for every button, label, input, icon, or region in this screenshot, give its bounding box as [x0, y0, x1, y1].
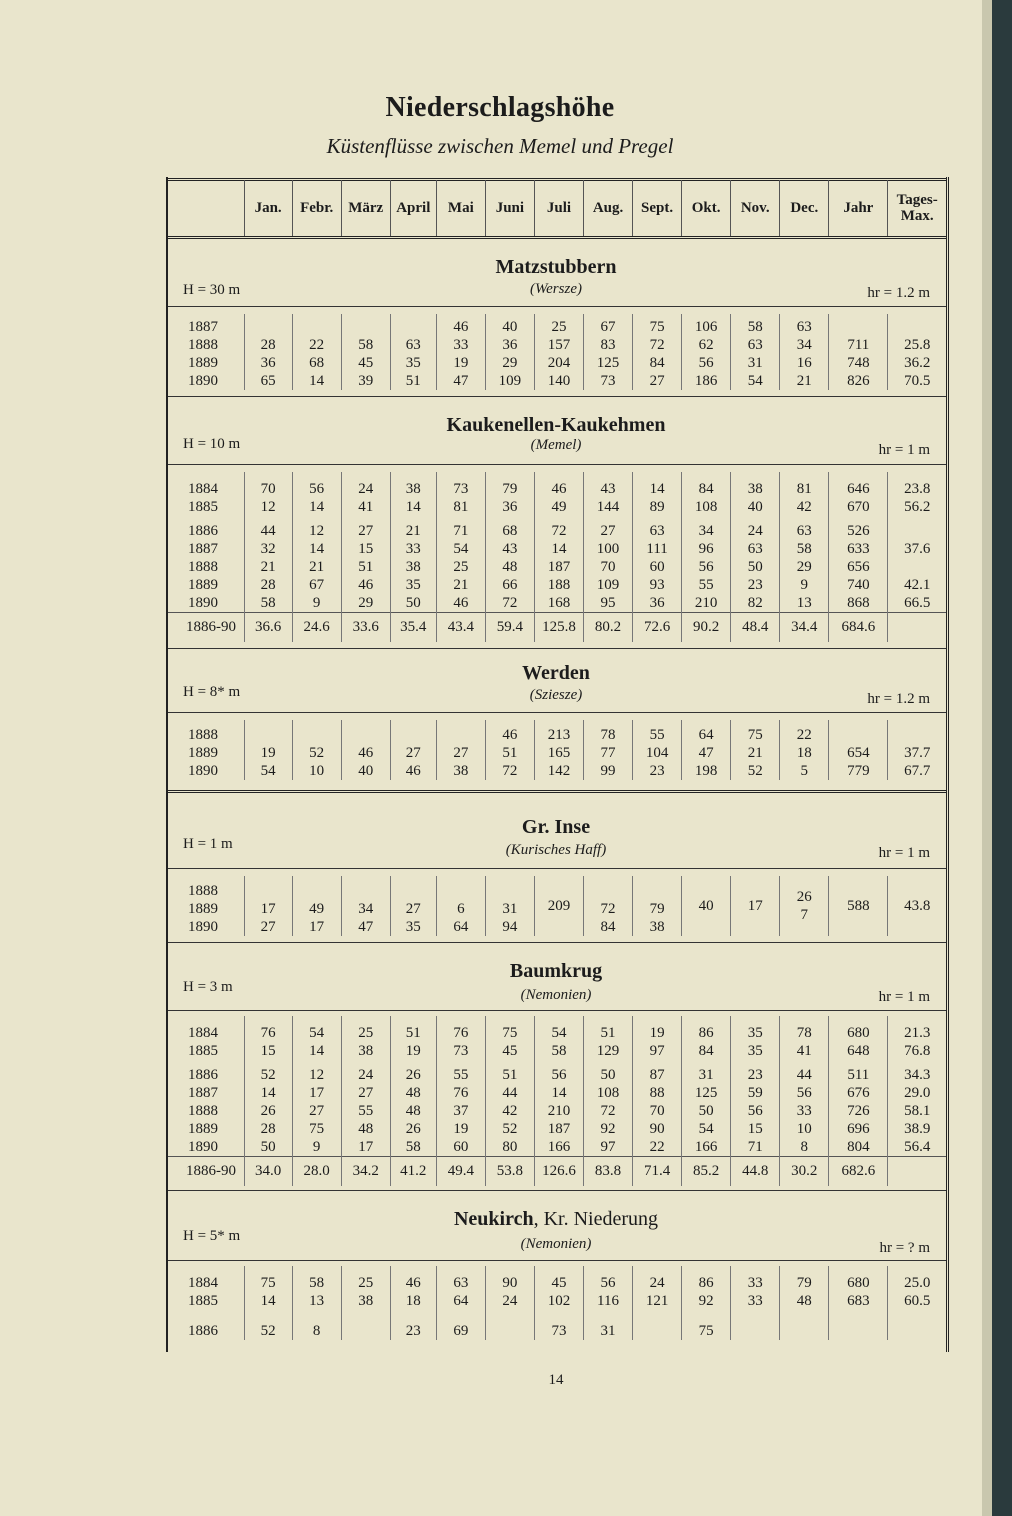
value-cell: 90 24 — [485, 1266, 534, 1310]
value-cell: 19 54 — [244, 720, 292, 780]
mean-label-cell: 1886-90 — [168, 612, 244, 642]
value-cell: 27 35 — [390, 876, 436, 936]
value-cell: 14 89 — [633, 472, 682, 516]
station-table — [168, 876, 946, 936]
value-cell: 40 — [682, 876, 731, 936]
header-cell-station — [168, 180, 244, 236]
year-cell: 1884 1885 — [188, 481, 218, 515]
value-cell: 76 15 — [244, 1016, 292, 1060]
value-cell: 55 76 37 19 60 — [436, 1060, 485, 1156]
mean-cell: 80.2 — [584, 612, 633, 642]
value-cell: 52 14 26 28 50 — [244, 1060, 292, 1156]
value-cell: 27 15 51 46 29 — [341, 516, 390, 612]
value-cell: 75 — [682, 1310, 731, 1340]
daily-max-cell — [888, 1310, 946, 1340]
mean-cell: 36.6 — [244, 612, 292, 642]
value-cell: 24 121 — [633, 1266, 682, 1310]
mean-cell: 85.2 — [682, 1156, 731, 1186]
value-cell: 49 17 — [292, 876, 341, 936]
value-cell: 75 14 — [244, 1266, 292, 1310]
mean-cell: 72.6 — [633, 612, 682, 642]
value-cell: 70 12 — [244, 472, 292, 516]
year-total-cell: 511 676 726 696 804 — [829, 1060, 888, 1156]
value-cell: 24 63 50 23 82 — [731, 516, 780, 612]
mean-cell: 682.6 — [829, 1156, 888, 1186]
value-cell: 27 38 — [436, 720, 485, 780]
value-cell: 43 144 — [584, 472, 633, 516]
daily-max-cell: 43.8 — [888, 876, 946, 936]
value-cell: 25 38 — [341, 1016, 390, 1060]
mean-cell: 30.2 — [780, 1156, 829, 1186]
section-rule — [168, 1260, 946, 1261]
station-name-main: Neukirch — [453, 1208, 534, 1230]
mean-cell — [888, 612, 946, 642]
value-cell — [633, 1310, 682, 1340]
value-cell: 46 51 72 — [485, 720, 534, 780]
value-cell: 34 47 — [341, 876, 390, 936]
value-cell: 35 35 — [731, 1016, 780, 1060]
header-cell-jun: Juni — [485, 180, 534, 236]
year-cell: 1886 — [188, 1323, 218, 1339]
value-cell: 31 125 50 54 166 — [682, 1060, 731, 1156]
station-gauge-height: hr = 1.2 m — [867, 285, 930, 301]
year-cell: 1888 1889 1890 — [188, 883, 218, 935]
mean-cell: 34.0 — [244, 1156, 292, 1186]
value-cell: 28 36 65 — [244, 314, 292, 390]
header-cell-feb: Febr. — [292, 180, 341, 236]
value-cell: 27 46 — [390, 720, 436, 780]
station-table — [168, 314, 946, 390]
mean-cell: 126.6 — [534, 1156, 583, 1186]
station-table — [168, 720, 946, 780]
value-cell: 63 35 51 — [390, 314, 436, 390]
value-cell: 73 81 — [436, 472, 485, 516]
table-row — [168, 516, 946, 612]
value-cell: 46 33 19 47 — [436, 314, 485, 390]
value-cell: 17 — [731, 876, 780, 936]
mean-cell: 34.2 — [341, 1156, 390, 1186]
value-cell: 8 — [292, 1310, 341, 1340]
header-cell-mar: März — [341, 180, 390, 236]
station-table — [168, 472, 946, 642]
value-cell: 22 68 14 — [292, 314, 341, 390]
value-cell: 68 43 48 66 72 — [485, 516, 534, 612]
value-cell: 22 18 5 — [780, 720, 829, 780]
station-gauge-height: hr = 1 m — [878, 845, 930, 861]
year-total-cell — [829, 1310, 888, 1340]
mean-cell: 59.4 — [485, 612, 534, 642]
value-cell: 75 72 84 27 — [633, 314, 682, 390]
value-cell: 52 — [244, 1310, 292, 1340]
table-row — [168, 876, 946, 936]
mean-row — [168, 1156, 946, 1186]
value-cell: 79 48 — [780, 1266, 829, 1310]
station-elevation: H = 3 m — [183, 979, 233, 995]
header-cell-dec: Dec. — [780, 180, 829, 236]
year-total-cell: 588 — [829, 876, 888, 936]
value-cell: 46 18 — [390, 1266, 436, 1310]
mean-row — [168, 612, 946, 642]
table-row — [168, 1310, 946, 1340]
value-cell: 54 14 — [292, 1016, 341, 1060]
value-cell: 86 92 — [682, 1266, 731, 1310]
station-table — [168, 1016, 946, 1186]
value-cell: 31 — [584, 1310, 633, 1340]
value-cell — [485, 1310, 534, 1340]
table-row — [168, 472, 946, 516]
section-rule — [168, 790, 946, 793]
page-number: 14 — [548, 1372, 564, 1388]
value-cell: 31 94 — [485, 876, 534, 936]
column-header — [168, 180, 946, 236]
header-cell-nov: Nov. — [731, 180, 780, 236]
value-cell: 72 14 187 188 168 — [534, 516, 583, 612]
mean-cell: 53.8 — [485, 1156, 534, 1186]
value-cell: 58 13 — [292, 1266, 341, 1310]
mean-cell: 43.4 — [436, 612, 485, 642]
value-cell: 27 100 70 109 95 — [584, 516, 633, 612]
header-cell-apr: April — [390, 180, 436, 236]
station-elevation: H = 8* m — [183, 684, 241, 700]
daily-max-cell: 23.8 56.2 — [888, 472, 946, 516]
value-cell: 56 14 210 187 166 — [534, 1060, 583, 1156]
station-gauge-height: hr = 1.2 m — [867, 691, 930, 707]
value-cell: 72 84 — [584, 876, 633, 936]
value-cell: 71 54 25 21 46 — [436, 516, 485, 612]
mean-cell: 83.8 — [584, 1156, 633, 1186]
year-total-cell: 680 683 — [829, 1266, 888, 1310]
page-edge-shadow — [982, 0, 992, 1516]
mean-cell: 684.6 — [829, 612, 888, 642]
station-river: (Kurisches Haff) — [505, 842, 607, 858]
station-table — [168, 1266, 946, 1340]
station-river: (Memel) — [530, 437, 582, 453]
header-cell-jan: Jan. — [244, 180, 292, 236]
value-cell: 52 10 — [292, 720, 341, 780]
value-cell: 23 59 56 15 71 — [731, 1060, 780, 1156]
section-rule — [168, 1010, 946, 1011]
station-elevation: H = 5* m — [183, 1228, 241, 1244]
year-total-cell: 711 748 826 — [829, 314, 888, 390]
year-total-cell: 680 648 — [829, 1016, 888, 1060]
value-cell: 38 14 — [390, 472, 436, 516]
mean-cell: 71.4 — [633, 1156, 682, 1186]
value-cell: 46 40 — [341, 720, 390, 780]
station-name — [0, 1208, 1012, 1231]
value-cell — [731, 1310, 780, 1340]
value-cell: 19 97 — [633, 1016, 682, 1060]
station-river: (Nemonien) — [520, 1236, 592, 1252]
daily-max-cell: 21.3 76.8 — [888, 1016, 946, 1060]
year-cell: 1884 1885 — [188, 1025, 218, 1059]
station-elevation: H = 30 m — [183, 282, 241, 298]
mean-cell: 49.4 — [436, 1156, 485, 1186]
year-cell: 1886 1887 1888 1889 1890 — [188, 522, 218, 611]
value-cell: 63 34 16 21 — [780, 314, 829, 390]
station-name: Kaukenellen-Kaukehmen — [446, 414, 666, 436]
mean-cell: 41.2 — [390, 1156, 436, 1186]
header-cell-may: Mai — [436, 180, 485, 236]
value-cell — [780, 1310, 829, 1340]
value-cell: 73 — [534, 1310, 583, 1340]
station-name-suffix: , Kr. Niederung — [533, 1208, 659, 1230]
station-gauge-height: hr = 1 m — [878, 442, 930, 458]
header-cell-aug: Aug. — [584, 180, 633, 236]
daily-max-cell: 25.0 60.5 — [888, 1266, 946, 1310]
value-cell: 26 7 — [780, 876, 829, 936]
value-cell: 79 38 — [633, 876, 682, 936]
table-row — [168, 314, 946, 390]
table-row — [168, 1060, 946, 1156]
value-cell: 44 56 33 10 8 — [780, 1060, 829, 1156]
page-edge — [992, 0, 1012, 1516]
mean-cell: 35.4 — [390, 612, 436, 642]
value-cell: 67 83 125 73 — [584, 314, 633, 390]
value-cell: 45 102 — [534, 1266, 583, 1310]
station-name: Matzstubbern — [495, 256, 617, 278]
section-rule — [168, 396, 946, 397]
section-rule — [168, 648, 946, 649]
daily-max-cell: 37.6 42.1 66.5 — [888, 516, 946, 612]
value-cell — [341, 1310, 390, 1340]
value-cell: 58 63 31 54 — [731, 314, 780, 390]
value-cell: 56 14 — [292, 472, 341, 516]
header-cell-oct: Okt. — [682, 180, 731, 236]
year-cell: 1886 1887 1888 1889 1890 — [188, 1066, 218, 1155]
value-cell: 46 49 — [534, 472, 583, 516]
daily-max-cell: 25.8 36.2 70.5 — [888, 314, 946, 390]
page-title: Niederschlagshöhe — [385, 92, 615, 123]
value-cell: 63 64 — [436, 1266, 485, 1310]
value-cell: 79 36 — [485, 472, 534, 516]
mean-cell: 24.6 — [292, 612, 341, 642]
station-elevation: H = 1 m — [183, 836, 233, 852]
value-cell: 34 96 56 55 210 — [682, 516, 731, 612]
value-cell: 76 73 — [436, 1016, 485, 1060]
value-cell: 21 33 38 35 50 — [390, 516, 436, 612]
header-cell-sep: Sept. — [633, 180, 682, 236]
value-cell: 38 40 — [731, 472, 780, 516]
value-cell: 55 104 23 — [633, 720, 682, 780]
section-rule — [168, 712, 946, 713]
station-gauge-height: hr = 1 m — [878, 989, 930, 1005]
value-cell: 40 36 29 109 — [485, 314, 534, 390]
table-row — [168, 720, 946, 780]
section-rule — [168, 306, 946, 307]
mean-cell: 44.8 — [731, 1156, 780, 1186]
mean-cell: 90.2 — [682, 612, 731, 642]
section-rule — [168, 942, 946, 943]
value-cell: 213 165 142 — [534, 720, 583, 780]
value-cell: 26 48 48 26 58 — [390, 1060, 436, 1156]
value-cell: 63 111 60 93 36 — [633, 516, 682, 612]
value-cell: 25 157 204 140 — [534, 314, 583, 390]
value-cell: 51 44 42 52 80 — [485, 1060, 534, 1156]
header-bottom-rule — [168, 236, 946, 239]
daily-max-cell: 37.7 67.7 — [888, 720, 946, 780]
value-cell: 51 129 — [584, 1016, 633, 1060]
mean-cell: 48.4 — [731, 612, 780, 642]
value-cell: 12 17 27 75 9 — [292, 1060, 341, 1156]
value-cell: 23 — [390, 1310, 436, 1340]
station-name: Werden — [522, 662, 590, 684]
value-cell: 209 — [534, 876, 583, 936]
value-cell: 75 21 52 — [731, 720, 780, 780]
station-river: (Nemonien) — [520, 987, 592, 1003]
station-name: Baumkrug — [509, 960, 603, 982]
value-cell: 86 84 — [682, 1016, 731, 1060]
value-cell: 63 58 29 9 13 — [780, 516, 829, 612]
mean-cell: 125.8 — [534, 612, 583, 642]
value-cell: 24 27 55 48 17 — [341, 1060, 390, 1156]
value-cell: 51 19 — [390, 1016, 436, 1060]
value-cell: 44 32 21 28 58 — [244, 516, 292, 612]
value-cell: 33 33 — [731, 1266, 780, 1310]
value-cell: 12 14 21 67 9 — [292, 516, 341, 612]
value-cell: 58 45 39 — [341, 314, 390, 390]
mean-cell: 33.6 — [341, 612, 390, 642]
table-row — [168, 1016, 946, 1060]
value-cell: 56 116 — [584, 1266, 633, 1310]
year-cell: 1888 1889 1890 — [188, 727, 218, 779]
value-cell: 6 64 — [436, 876, 485, 936]
year-cell: 1884 1885 — [188, 1275, 218, 1309]
value-cell: 87 88 70 90 22 — [633, 1060, 682, 1156]
value-cell: 17 27 — [244, 876, 292, 936]
station-river: (Sziesze) — [529, 687, 583, 703]
section-rule — [168, 868, 946, 869]
value-cell: 69 — [436, 1310, 485, 1340]
section-rule — [168, 1190, 946, 1191]
mean-cell: 28.0 — [292, 1156, 341, 1186]
value-cell: 25 38 — [341, 1266, 390, 1310]
value-cell: 84 108 — [682, 472, 731, 516]
mean-cell: 34.4 — [780, 612, 829, 642]
value-cell: 75 45 — [485, 1016, 534, 1060]
daily-max-cell: 34.3 29.0 58.1 38.9 56.4 — [888, 1060, 946, 1156]
year-total-cell: 654 779 — [829, 720, 888, 780]
value-cell: 78 77 99 — [584, 720, 633, 780]
station-elevation: H = 10 m — [183, 436, 241, 452]
value-cell: 106 62 56 186 — [682, 314, 731, 390]
header-cell-year: Jahr — [829, 180, 888, 236]
value-cell: 64 47 198 — [682, 720, 731, 780]
value-cell: 81 42 — [780, 472, 829, 516]
header-cell-jul: Juli — [534, 180, 583, 236]
year-total-cell: 646 670 — [829, 472, 888, 516]
page-subtitle: Küstenflüsse zwischen Memel und Pregel — [326, 134, 674, 158]
station-name: Gr. Inse — [521, 816, 591, 838]
value-cell: 50 108 72 92 97 — [584, 1060, 633, 1156]
value-cell: 24 41 — [341, 472, 390, 516]
station-gauge-height: hr = ? m — [879, 1240, 930, 1256]
year-total-cell: 526 633 656 740 868 — [829, 516, 888, 612]
mean-cell — [888, 1156, 946, 1186]
value-cell: 78 41 — [780, 1016, 829, 1060]
header-cell-daily-max: Tages- Max. — [888, 180, 946, 236]
station-river: (Wersze) — [530, 281, 582, 297]
year-cell: 1887 1888 1889 1890 — [188, 319, 218, 389]
mean-label-cell: 1886-90 — [168, 1156, 244, 1186]
value-cell: 54 58 — [534, 1016, 583, 1060]
table-row — [168, 1266, 946, 1310]
section-rule — [168, 464, 946, 465]
